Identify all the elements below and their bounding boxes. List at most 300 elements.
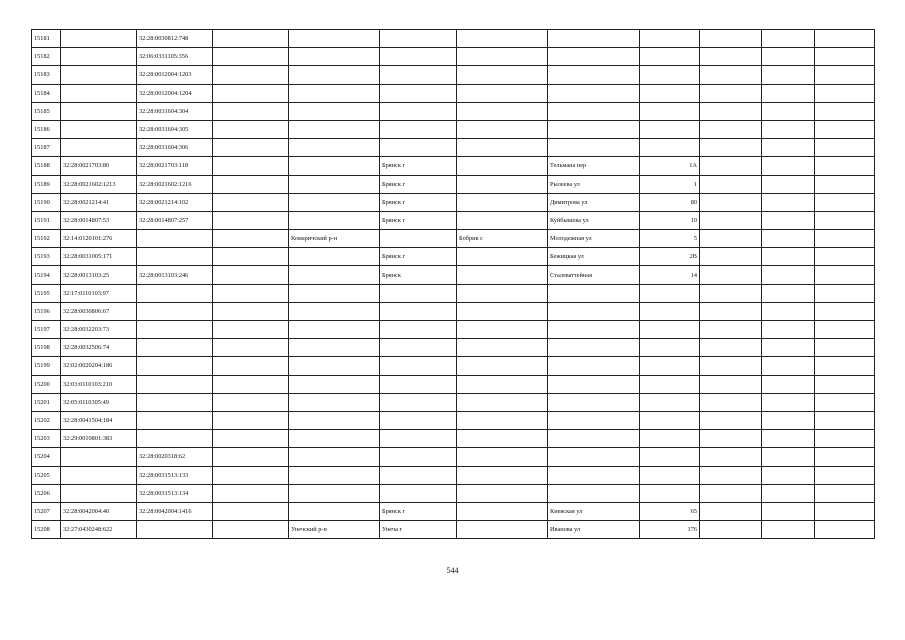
cell-column-4	[213, 193, 289, 211]
cell-settlement: Брянск г	[380, 502, 457, 520]
cell-column-10	[700, 430, 762, 448]
cell-locality	[457, 502, 548, 520]
cell-district	[289, 175, 380, 193]
cell-settlement	[380, 339, 457, 357]
table-row	[32, 466, 875, 484]
cell-column-4	[213, 284, 289, 302]
cell-column-10	[700, 120, 762, 138]
cell-column-10	[700, 302, 762, 320]
cell-column-12	[815, 139, 875, 157]
cell-column-11	[762, 302, 815, 320]
cell-locality	[457, 466, 548, 484]
cell-street	[548, 66, 640, 84]
table-row	[32, 120, 875, 138]
cell-settlement	[380, 139, 457, 157]
cell-column-12	[815, 266, 875, 284]
cell-row-number: 15198	[32, 339, 61, 357]
cell-row-number: 15203	[32, 430, 61, 448]
cell-linked-cadastral-number: 32:28:0020318:62	[137, 448, 213, 466]
cell-row-number: 15196	[32, 302, 61, 320]
cell-column-10	[700, 393, 762, 411]
cell-column-4	[213, 48, 289, 66]
cell-district	[289, 393, 380, 411]
cell-linked-cadastral-number	[137, 357, 213, 375]
cell-column-12	[815, 211, 875, 229]
cell-column-12	[815, 430, 875, 448]
cell-column-11	[762, 230, 815, 248]
cell-street	[548, 84, 640, 102]
cell-locality	[457, 411, 548, 429]
cell-cadastral-number	[61, 48, 137, 66]
table-row	[32, 339, 875, 357]
cell-cadastral-number: 32:28:0014807:53	[61, 211, 137, 229]
cell-linked-cadastral-number: 32:28:0031604:305	[137, 120, 213, 138]
cell-linked-cadastral-number	[137, 284, 213, 302]
cell-cadastral-number	[61, 466, 137, 484]
cell-column-4	[213, 120, 289, 138]
cell-row-number: 15190	[32, 193, 61, 211]
cell-locality	[457, 521, 548, 539]
cell-column-10	[700, 448, 762, 466]
cell-cadastral-number	[61, 30, 137, 48]
table-body	[32, 30, 875, 539]
cell-district: Комаричский р-н	[289, 230, 380, 248]
cell-row-number: 15185	[32, 102, 61, 120]
cell-locality	[457, 321, 548, 339]
cell-column-11	[762, 48, 815, 66]
cell-street	[548, 102, 640, 120]
table-row	[32, 175, 875, 193]
table-row	[32, 393, 875, 411]
cell-house-number	[640, 139, 700, 157]
cell-settlement	[380, 484, 457, 502]
cell-column-4	[213, 248, 289, 266]
cell-row-number: 15188	[32, 157, 61, 175]
cell-column-4	[213, 302, 289, 320]
cell-house-number: 65	[640, 502, 700, 520]
cell-column-4	[213, 266, 289, 284]
cell-house-number	[640, 375, 700, 393]
cell-district	[289, 211, 380, 229]
cell-district	[289, 430, 380, 448]
cell-column-12	[815, 302, 875, 320]
cell-cadastral-number: 32:28:0032506:74	[61, 339, 137, 357]
cell-street: Куйбышева ул	[548, 211, 640, 229]
cell-row-number: 15187	[32, 139, 61, 157]
cell-locality: Бобрик с	[457, 230, 548, 248]
cell-column-10	[700, 357, 762, 375]
cell-linked-cadastral-number	[137, 321, 213, 339]
cell-linked-cadastral-number: 32:28:0031604:304	[137, 102, 213, 120]
cell-cadastral-number: 32:28:0031005:171	[61, 248, 137, 266]
table-row	[32, 193, 875, 211]
cell-cadastral-number: 32:02:0020204:186	[61, 357, 137, 375]
cell-column-12	[815, 284, 875, 302]
cell-district	[289, 357, 380, 375]
cell-column-11	[762, 411, 815, 429]
cell-row-number: 15183	[32, 66, 61, 84]
cell-row-number: 15201	[32, 393, 61, 411]
cell-house-number	[640, 484, 700, 502]
cell-street: Сталеваттейная	[548, 266, 640, 284]
cell-column-4	[213, 339, 289, 357]
cell-locality	[457, 284, 548, 302]
cell-house-number: 176	[640, 521, 700, 539]
cell-district	[289, 102, 380, 120]
cell-settlement	[380, 466, 457, 484]
cell-settlement	[380, 284, 457, 302]
cell-column-10	[700, 484, 762, 502]
cell-column-4	[213, 466, 289, 484]
cell-house-number	[640, 30, 700, 48]
cell-settlement	[380, 30, 457, 48]
cell-locality	[457, 339, 548, 357]
cell-column-12	[815, 411, 875, 429]
cell-district	[289, 193, 380, 211]
cell-street	[548, 375, 640, 393]
cell-column-10	[700, 284, 762, 302]
cell-cadastral-number	[61, 484, 137, 502]
cell-settlement	[380, 411, 457, 429]
cell-house-number	[640, 120, 700, 138]
cell-column-4	[213, 66, 289, 84]
cell-cadastral-number: 32:27:0430248:622	[61, 521, 137, 539]
cell-column-11	[762, 393, 815, 411]
cell-row-number: 15197	[32, 321, 61, 339]
cell-column-12	[815, 521, 875, 539]
cell-column-4	[213, 484, 289, 502]
cell-column-10	[700, 157, 762, 175]
cell-column-11	[762, 211, 815, 229]
cell-cadastral-number	[61, 139, 137, 157]
cell-cadastral-number: 32:28:0041504:184	[61, 411, 137, 429]
cell-linked-cadastral-number: 32:28:0031604:306	[137, 139, 213, 157]
cell-street	[548, 357, 640, 375]
cell-linked-cadastral-number	[137, 411, 213, 429]
cell-house-number	[640, 102, 700, 120]
cell-locality	[457, 157, 548, 175]
table-row	[32, 375, 875, 393]
cell-column-4	[213, 321, 289, 339]
cell-settlement	[380, 102, 457, 120]
cell-settlement	[380, 48, 457, 66]
cell-cadastral-number	[61, 120, 137, 138]
cell-settlement	[380, 230, 457, 248]
cell-cadastral-number: 32:17:0110103:97	[61, 284, 137, 302]
cell-locality	[457, 48, 548, 66]
table-row	[32, 302, 875, 320]
cell-column-4	[213, 411, 289, 429]
cell-locality	[457, 193, 548, 211]
cell-street: Димитрова ул	[548, 193, 640, 211]
cell-house-number	[640, 321, 700, 339]
cell-column-11	[762, 30, 815, 48]
cell-district	[289, 30, 380, 48]
cell-column-10	[700, 375, 762, 393]
cell-locality	[457, 66, 548, 84]
cell-linked-cadastral-number	[137, 248, 213, 266]
cell-linked-cadastral-number: 32:28:0031513:133	[137, 466, 213, 484]
cell-cadastral-number: 32:05:0110305:49	[61, 393, 137, 411]
cell-column-11	[762, 339, 815, 357]
cell-district	[289, 66, 380, 84]
cell-settlement	[380, 430, 457, 448]
cell-column-11	[762, 139, 815, 157]
cell-settlement	[380, 120, 457, 138]
cell-street: Бежицкая ул	[548, 248, 640, 266]
cell-column-10	[700, 411, 762, 429]
cell-column-4	[213, 175, 289, 193]
cell-column-12	[815, 84, 875, 102]
cell-column-12	[815, 502, 875, 520]
cell-district	[289, 466, 380, 484]
cell-column-11	[762, 102, 815, 120]
cell-district	[289, 484, 380, 502]
cell-column-10	[700, 102, 762, 120]
cell-district	[289, 157, 380, 175]
cell-column-10	[700, 521, 762, 539]
cell-street	[548, 321, 640, 339]
cell-district	[289, 375, 380, 393]
cell-linked-cadastral-number: 32:28:0013103:246	[137, 266, 213, 284]
table-row	[32, 411, 875, 429]
cell-settlement: Брянск г	[380, 193, 457, 211]
cell-column-4	[213, 30, 289, 48]
cell-locality	[457, 302, 548, 320]
cell-column-11	[762, 157, 815, 175]
cell-locality	[457, 393, 548, 411]
cell-cadastral-number	[61, 102, 137, 120]
cell-column-11	[762, 375, 815, 393]
cell-column-4	[213, 357, 289, 375]
cell-street	[548, 30, 640, 48]
cell-house-number: 14	[640, 266, 700, 284]
cell-column-12	[815, 230, 875, 248]
table-row	[32, 66, 875, 84]
cell-district	[289, 248, 380, 266]
cell-column-4	[213, 102, 289, 120]
cell-settlement	[380, 84, 457, 102]
cell-district	[289, 284, 380, 302]
cell-house-number: 5	[640, 230, 700, 248]
cell-linked-cadastral-number: 32:28:0021602:1216	[137, 175, 213, 193]
cell-linked-cadastral-number: 32:28:0021703:118	[137, 157, 213, 175]
cell-column-12	[815, 175, 875, 193]
cell-district	[289, 139, 380, 157]
cell-house-number	[640, 66, 700, 84]
cell-cadastral-number: 32:28:0013103:25	[61, 266, 137, 284]
table-row	[32, 30, 875, 48]
cell-district	[289, 120, 380, 138]
cell-column-11	[762, 502, 815, 520]
cell-column-11	[762, 484, 815, 502]
registry-table	[31, 29, 875, 539]
cell-row-number: 15184	[32, 84, 61, 102]
cell-row-number: 15202	[32, 411, 61, 429]
cell-linked-cadastral-number: 32:28:0042004:1416	[137, 502, 213, 520]
cell-house-number	[640, 448, 700, 466]
cell-house-number: 2В	[640, 248, 700, 266]
cell-column-12	[815, 48, 875, 66]
cell-linked-cadastral-number	[137, 302, 213, 320]
cell-settlement	[380, 393, 457, 411]
cell-row-number: 15200	[32, 375, 61, 393]
cell-district	[289, 266, 380, 284]
cell-locality	[457, 484, 548, 502]
cell-column-12	[815, 157, 875, 175]
cell-district	[289, 84, 380, 102]
cell-column-12	[815, 466, 875, 484]
cell-cadastral-number: 32:29:0010801:383	[61, 430, 137, 448]
cell-cadastral-number: 32:28:0042004:40	[61, 502, 137, 520]
cell-column-11	[762, 84, 815, 102]
table-row	[32, 430, 875, 448]
table-row	[32, 139, 875, 157]
table-row	[32, 357, 875, 375]
cell-locality	[457, 266, 548, 284]
cell-settlement: Брянск	[380, 266, 457, 284]
cell-locality	[457, 120, 548, 138]
cell-linked-cadastral-number: 32:28:0021214:102	[137, 193, 213, 211]
cell-house-number: 1А	[640, 157, 700, 175]
cell-linked-cadastral-number: 32:28:0014807:257	[137, 211, 213, 229]
cell-district	[289, 321, 380, 339]
cell-linked-cadastral-number	[137, 430, 213, 448]
cell-row-number: 15206	[32, 484, 61, 502]
cell-cadastral-number	[61, 84, 137, 102]
cell-column-11	[762, 193, 815, 211]
cell-settlement	[380, 302, 457, 320]
cell-linked-cadastral-number	[137, 521, 213, 539]
cell-street	[548, 430, 640, 448]
cell-house-number: 10	[640, 211, 700, 229]
cell-settlement	[380, 357, 457, 375]
cell-column-4	[213, 393, 289, 411]
cell-locality	[457, 84, 548, 102]
cell-district	[289, 302, 380, 320]
cell-column-12	[815, 393, 875, 411]
cell-row-number: 15205	[32, 466, 61, 484]
cell-locality	[457, 102, 548, 120]
cell-cadastral-number: 32:14:0120101:276	[61, 230, 137, 248]
cell-street	[548, 120, 640, 138]
table-row	[32, 230, 875, 248]
cell-house-number	[640, 48, 700, 66]
cell-locality	[457, 139, 548, 157]
cell-row-number: 15195	[32, 284, 61, 302]
cell-settlement: Брянск г	[380, 248, 457, 266]
cell-linked-cadastral-number: 32:28:0030812:748	[137, 30, 213, 48]
cell-cadastral-number	[61, 448, 137, 466]
page-number: 544	[446, 566, 459, 575]
cell-column-11	[762, 448, 815, 466]
table-row	[32, 102, 875, 120]
cell-row-number: 15194	[32, 266, 61, 284]
cell-column-10	[700, 339, 762, 357]
cell-row-number: 15191	[32, 211, 61, 229]
cell-linked-cadastral-number	[137, 339, 213, 357]
cell-house-number	[640, 430, 700, 448]
cell-column-11	[762, 521, 815, 539]
cell-column-10	[700, 211, 762, 229]
cell-column-12	[815, 321, 875, 339]
cell-row-number: 15189	[32, 175, 61, 193]
cell-settlement	[380, 66, 457, 84]
cell-column-10	[700, 175, 762, 193]
cell-house-number	[640, 302, 700, 320]
cell-row-number: 15208	[32, 521, 61, 539]
cell-column-4	[213, 502, 289, 520]
cell-column-11	[762, 321, 815, 339]
cell-house-number	[640, 284, 700, 302]
cell-column-4	[213, 521, 289, 539]
cell-cadastral-number: 32:28:0021602:1213	[61, 175, 137, 193]
cell-district	[289, 448, 380, 466]
table-row	[32, 521, 875, 539]
cell-row-number: 15192	[32, 230, 61, 248]
cell-settlement	[380, 321, 457, 339]
cell-settlement: Брянск г	[380, 211, 457, 229]
cell-column-11	[762, 357, 815, 375]
cell-street: Иванова ул	[548, 521, 640, 539]
cell-street: Тельмана пер	[548, 157, 640, 175]
cell-column-10	[700, 193, 762, 211]
cell-district	[289, 502, 380, 520]
cell-street	[548, 411, 640, 429]
cell-district	[289, 339, 380, 357]
cell-column-12	[815, 357, 875, 375]
cell-column-4	[213, 448, 289, 466]
cell-locality	[457, 248, 548, 266]
cell-cadastral-number: 32:28:0021703:80	[61, 157, 137, 175]
cell-locality	[457, 430, 548, 448]
cell-house-number	[640, 393, 700, 411]
cell-column-12	[815, 248, 875, 266]
cell-locality	[457, 357, 548, 375]
cell-row-number: 15199	[32, 357, 61, 375]
cell-locality	[457, 448, 548, 466]
cell-district	[289, 48, 380, 66]
cell-column-4	[213, 211, 289, 229]
cell-linked-cadastral-number	[137, 375, 213, 393]
table-row	[32, 284, 875, 302]
cell-house-number	[640, 411, 700, 429]
cell-settlement: Брянск г	[380, 175, 457, 193]
table-row	[32, 321, 875, 339]
cell-settlement	[380, 448, 457, 466]
cell-row-number: 15182	[32, 48, 61, 66]
cell-column-12	[815, 193, 875, 211]
cell-column-12	[815, 30, 875, 48]
table-row	[32, 48, 875, 66]
table-row	[32, 211, 875, 229]
cell-column-4	[213, 375, 289, 393]
cell-row-number: 15207	[32, 502, 61, 520]
cell-column-11	[762, 430, 815, 448]
cell-column-10	[700, 466, 762, 484]
cell-linked-cadastral-number: 32:28:0012004:1203	[137, 66, 213, 84]
table-row	[32, 448, 875, 466]
cell-linked-cadastral-number: 32:06:0331105:356	[137, 48, 213, 66]
cell-house-number	[640, 339, 700, 357]
cell-column-4	[213, 157, 289, 175]
cell-locality	[457, 30, 548, 48]
cell-locality	[457, 211, 548, 229]
cell-column-12	[815, 102, 875, 120]
cell-street	[548, 393, 640, 411]
table-row	[32, 502, 875, 520]
cell-column-10	[700, 30, 762, 48]
